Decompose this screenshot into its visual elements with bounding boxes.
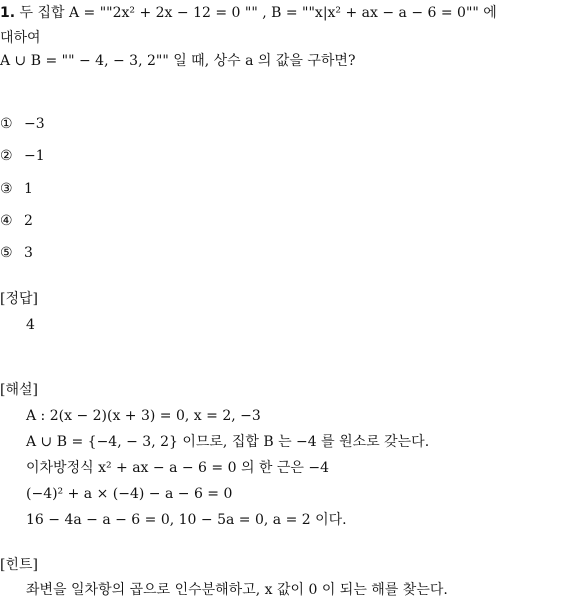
option-value: −1 xyxy=(24,148,45,164)
answer-value: 4 xyxy=(26,317,35,333)
answer-heading: [정답] xyxy=(0,291,38,307)
option-5[interactable] xyxy=(0,244,33,262)
explanation-line: (−4)² + a × (−4) − a − 6 = 0 xyxy=(26,486,233,502)
option-marker: ② xyxy=(0,148,13,164)
option-marker: ④ xyxy=(0,213,13,229)
option-1[interactable] xyxy=(0,115,45,133)
explanation-line: A ∪ B = {−4, − 3, 2} 이므로, 집합 B 는 −4 를 원소로 갖는다. xyxy=(26,434,430,450)
hint-heading: [힌트] xyxy=(0,557,38,573)
option-4[interactable] xyxy=(0,212,33,230)
option-marker: ③ xyxy=(0,181,13,197)
question-text-3: A ∪ B = "" − 4, − 3, 2"" 일 때, 상수 a 의 값을 구하면? xyxy=(0,53,356,69)
option-3[interactable] xyxy=(0,180,33,198)
explanation-line: A : 2(x − 2)(x + 3) = 0, x = 2, −3 xyxy=(26,408,261,424)
question-text-2: 대하여 xyxy=(0,30,41,46)
question-text-1: 두 집합 A = ""2x² + 2x − 12 = 0 "" , B = ""x|x² + ax − a − 6 = 0"" 에 xyxy=(19,5,497,21)
question-number: 1. xyxy=(0,5,16,21)
explanation-heading: [해설] xyxy=(0,382,38,398)
explanation-line: 16 − 4a − a − 6 = 0, 10 − 5a = 0, a = 2 이다. xyxy=(26,512,347,528)
option-marker: ⑤ xyxy=(0,245,13,261)
hint-text: 좌변을 일차항의 곱으로 인수분해하고, x 값이 0 이 되는 해를 찾는다. xyxy=(26,582,448,598)
option-marker: ① xyxy=(0,116,13,132)
option-2[interactable] xyxy=(0,147,45,165)
option-value: 1 xyxy=(24,181,33,197)
explanation-line: 이차방정식 x² + ax − a − 6 = 0 의 한 근은 −4 xyxy=(26,460,330,476)
question-line-1 xyxy=(0,4,497,22)
option-value: 2 xyxy=(24,213,33,229)
option-value: 3 xyxy=(24,245,33,261)
option-value: −3 xyxy=(24,116,45,132)
